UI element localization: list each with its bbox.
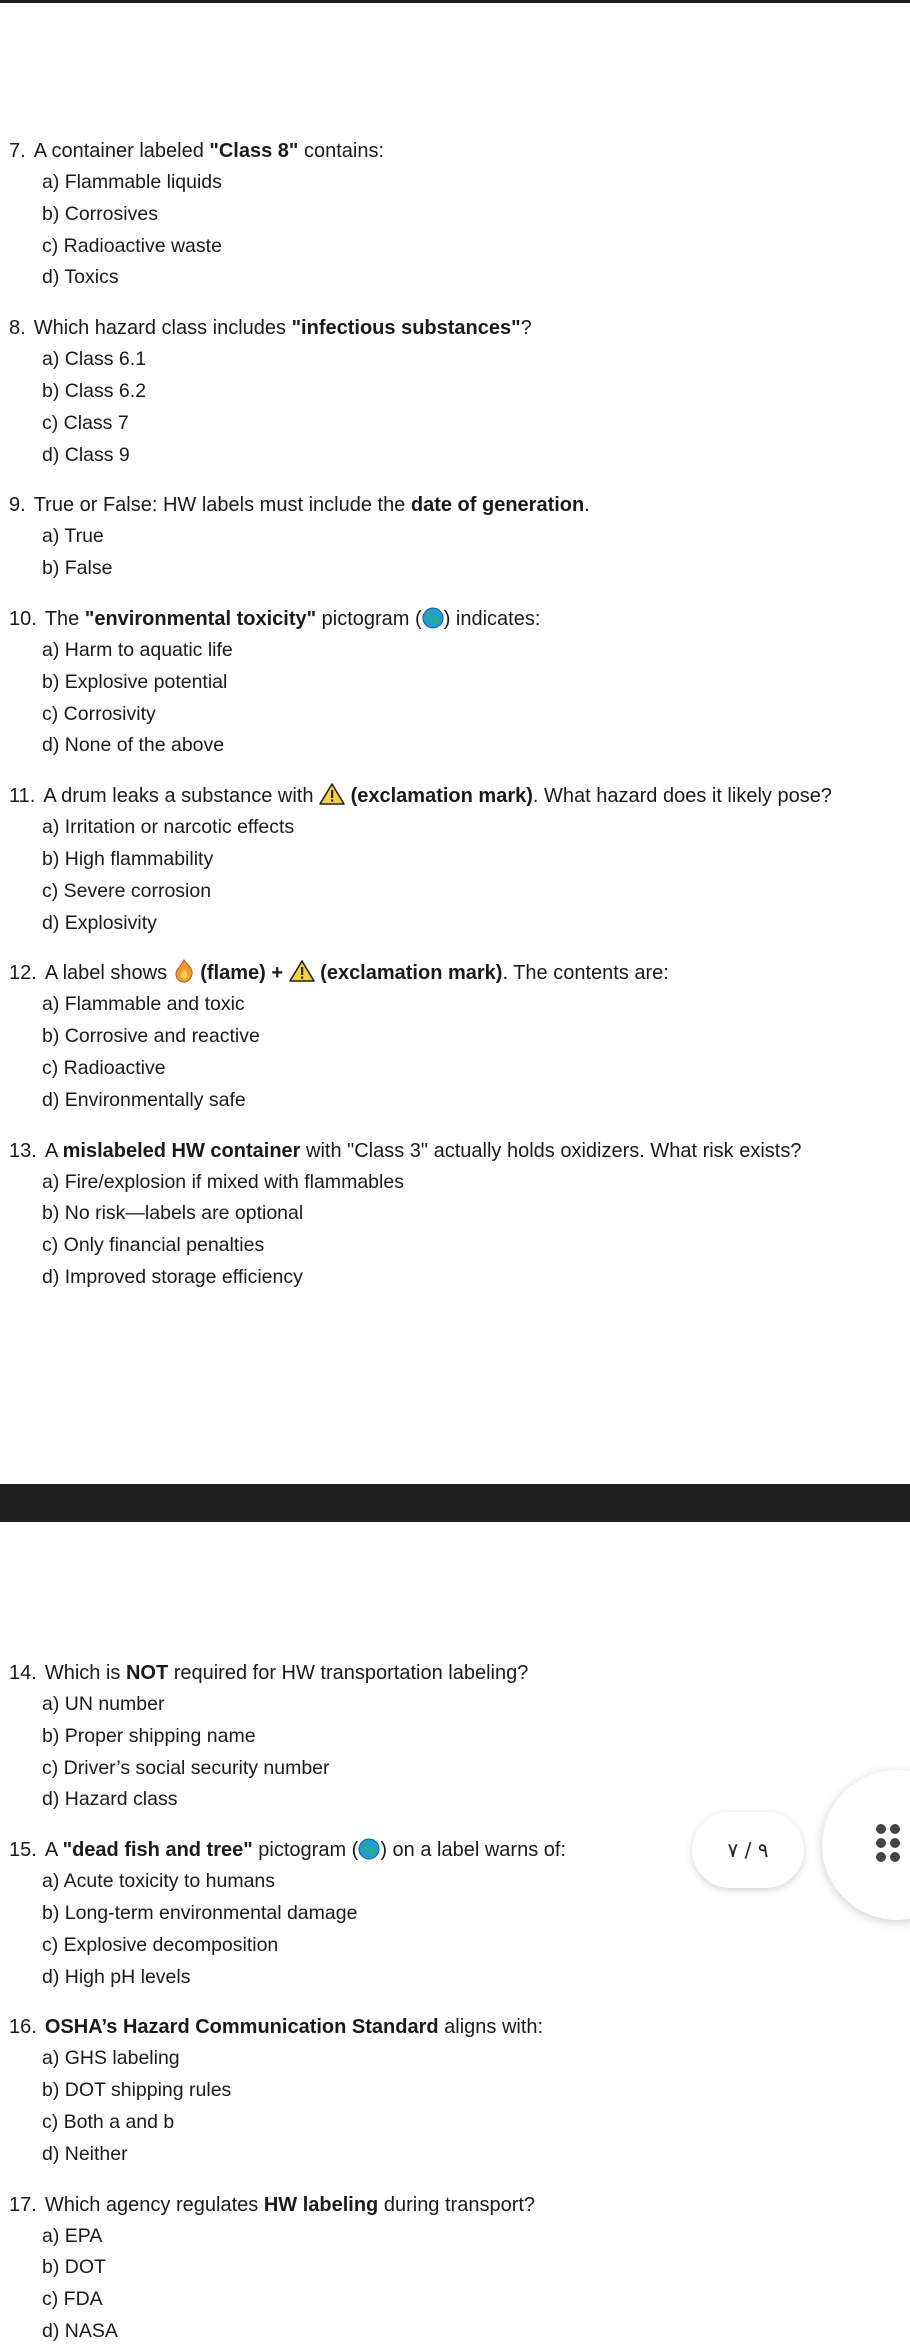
question-14: 14. Which is NOT required for HW transportation labeling? a) UN number b) Proper shipping name c) Driver’s social security number d) Hazard class <box>9 1657 890 1816</box>
question-number: 9. <box>9 494 26 517</box>
option: a) Class 6.1 <box>42 348 147 371</box>
option: c) Radioactive waste <box>42 234 222 257</box>
option: b) No risk—labels are optional <box>42 1202 304 1225</box>
question-7: 7. A container labeled "Class 8" contains: a) Flammable liquids b) Corrosives c) Radioactive waste d) Toxics <box>9 135 890 294</box>
option: a) Flammable and toxic <box>42 993 245 1016</box>
option: c) FDA <box>42 2288 103 2311</box>
option: d) Environmentally safe <box>42 1088 246 1111</box>
option: d) NASA <box>42 2319 118 2342</box>
page-indicator-label: ٩ / ٧ <box>727 1838 769 1862</box>
option: b) Class 6.2 <box>42 379 147 402</box>
document-page-2 <box>0 1657 910 2348</box>
option: c) Driver’s social security number <box>42 1756 330 1779</box>
option: b) Corrosives <box>42 202 158 225</box>
question-number: 8. <box>9 317 26 340</box>
exclamation-warning-icon <box>289 959 315 983</box>
page-indicator[interactable] <box>692 1812 804 1888</box>
question-8: 8. Which hazard class includes "infectious substances"? a) Class 6.1 b) Class 6.2 c) Class 7 d) Class 9 <box>9 312 890 471</box>
question-number: 13. <box>9 1139 37 1162</box>
exclamation-warning-icon <box>319 782 345 806</box>
option: b) DOT <box>42 2256 106 2279</box>
flame-icon <box>173 959 195 983</box>
option: c) Explosive decomposition <box>42 1933 279 1956</box>
globe-icon <box>358 1838 380 1860</box>
option: a) GHS labeling <box>42 2047 180 2070</box>
question-number: 17. <box>9 2193 37 2216</box>
question-number: 14. <box>9 1662 37 1684</box>
question-number: 10. <box>9 607 37 630</box>
question-number: 16. <box>9 2016 37 2039</box>
question-17: 17. Which agency regulates HW labeling during transport? a) EPA b) DOT c) FDA d) NASA <box>9 2189 890 2348</box>
option: d) None of the above <box>42 734 225 757</box>
option: a) UN number <box>42 1693 165 1715</box>
page-divider <box>0 1484 910 1522</box>
question-11: 11. A drum leaks a substance with (exclamation mark). What hazard does it likely pose? a) Irritation or narcotic effects b) High flammability c) Severe corrosion d) Explosivity <box>9 780 890 939</box>
option: b) Explosive potential <box>42 670 228 693</box>
option: c) Only financial penalties <box>42 1234 265 1257</box>
question-16: 16. OSHA’s Hazard Communication Standard aligns with: a) GHS labeling b) DOT shipping rules c) Both a and b d) Neither <box>9 2011 890 2170</box>
option: b) False <box>42 557 113 580</box>
question-15: 15. A "dead fish and tree" pictogram ( ) on a label warns of: a) Acute toxicity to humans b) Long-term environmental damage c) Explosive decomposition d) High pH levels <box>9 1834 890 1993</box>
option: a) Harm to aquatic life <box>42 638 233 661</box>
question-number: 11. <box>9 785 36 808</box>
question-13: 13. A mislabeled HW container with "Class 3" actually holds oxidizers. What risk exists? a) Fire/explosion if mixed with flammables b) No risk—labels are optional c) Only financial penalties d) Improved storage efficiency <box>9 1135 890 1294</box>
more-dots-icon <box>874 1822 910 1864</box>
question-12: 12. A label shows (flame) + (exclamation mark). The contents are: a) Flammable and toxic b) Corrosive and reactive c) Radioactive d) Environmentally safe <box>9 957 890 1116</box>
option: a) EPA <box>42 2224 103 2247</box>
option: a) Flammable liquids <box>42 171 222 193</box>
option: a) Irritation or narcotic effects <box>42 816 295 839</box>
option: d) High pH levels <box>42 1965 191 1988</box>
top-border <box>0 0 910 3</box>
question-number: 7. <box>9 140 26 162</box>
question-9: 9. True or False: HW labels must include the date of generation. a) True b) False <box>9 489 890 585</box>
globe-icon <box>422 607 444 629</box>
option: b) Proper shipping name <box>42 1724 256 1747</box>
option: c) Corrosivity <box>42 702 156 725</box>
option: d) Neither <box>42 2142 128 2165</box>
option: a) Acute toxicity to humans <box>42 1870 276 1893</box>
option: a) True <box>42 525 104 548</box>
option: b) DOT shipping rules <box>42 2079 232 2102</box>
option: d) Explosivity <box>42 911 157 934</box>
option: c) Both a and b <box>42 2110 175 2133</box>
option: d) Improved storage efficiency <box>42 1265 303 1288</box>
option: d) Hazard class <box>42 1788 178 1811</box>
option: c) Radioactive <box>42 1056 166 1079</box>
option: b) High flammability <box>42 847 214 870</box>
option: b) Long-term environmental damage <box>42 1901 358 1924</box>
question-10: 10. The "environmental toxicity" pictogram ( ) indicates: a) Harm to aquatic life b) Explosive potential c) Corrosivity d) None of the above <box>9 603 890 762</box>
option: d) Class 9 <box>42 443 130 466</box>
question-number: 12. <box>9 962 37 985</box>
option: c) Class 7 <box>42 411 129 434</box>
question-number: 15. <box>9 1839 37 1862</box>
option: d) Toxics <box>42 266 119 289</box>
option: c) Severe corrosion <box>42 879 212 902</box>
document-page-1 <box>0 135 910 1294</box>
option: b) Corrosive and reactive <box>42 1025 260 1048</box>
option: a) Fire/explosion if mixed with flammables <box>42 1170 404 1193</box>
